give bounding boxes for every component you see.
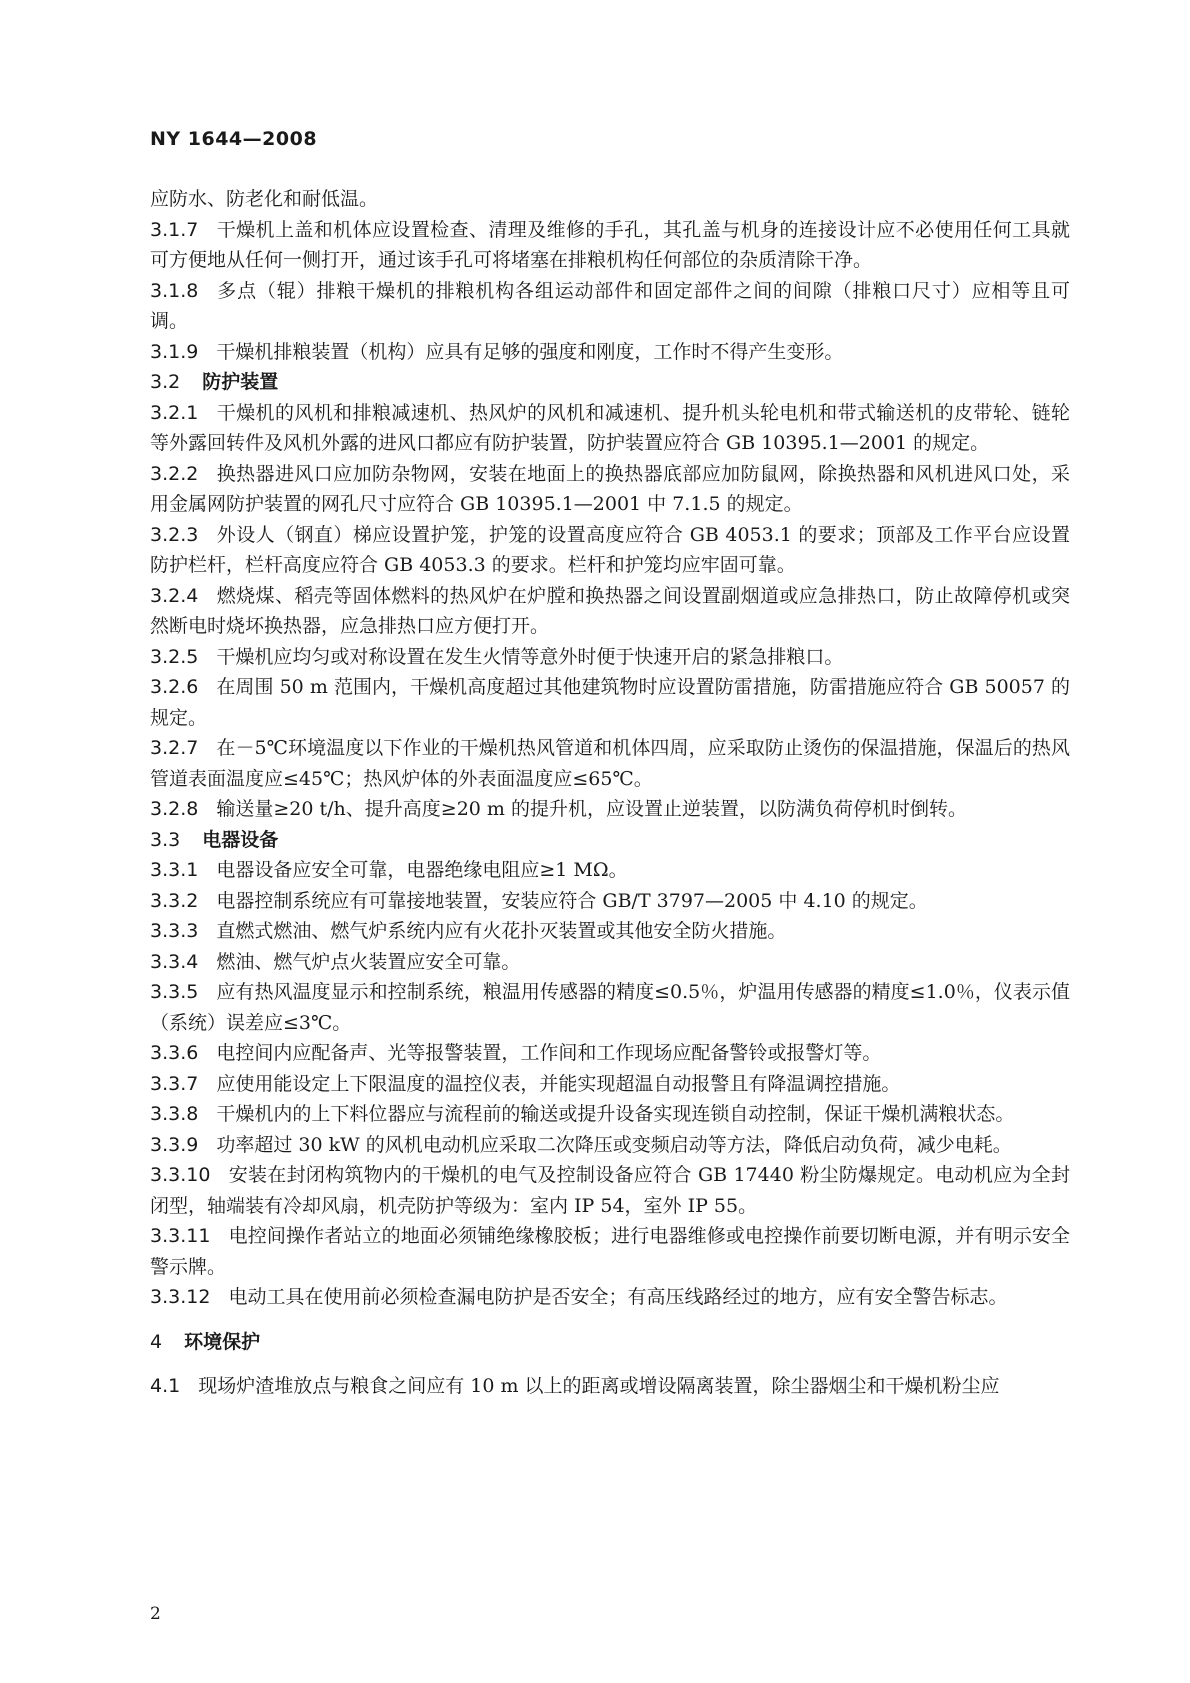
clause-number: 3.1.8 bbox=[150, 279, 199, 302]
clause-number: 3.3.6 bbox=[150, 1042, 199, 1064]
clause-text: 电器设备应安全可靠，电器绝缘电阻应≥1 MΩ。 bbox=[216, 859, 628, 881]
clause-3-3-4 bbox=[150, 947, 1070, 978]
continued-paragraph: 应防水、防老化和耐低温。 bbox=[150, 188, 379, 210]
clause-number: 3.3.2 bbox=[150, 889, 199, 912]
clause-number: 3.1.9 bbox=[150, 340, 199, 363]
clause-text: 在－5℃环境温度以下作业的干燥机热风管道和机体四周，应采取防止烫伤的保温措施，保温后的热风管道表面温度应≤45℃；热风炉体的外表面温度应≤65℃。 bbox=[150, 737, 1070, 790]
clause-3-3-2 bbox=[150, 886, 1070, 917]
clause-text: 多点（辊）排粮干燥机的排粮机构各组运动部件和固定部件之间的间隙（排粮口尺寸）应相等且可调。 bbox=[150, 279, 1070, 332]
clause-text: 现场炉渣堆放点与粮食之间应有 10 m 以上的距离或增设隔离装置，除尘器烟尘和干燥机粉尘应 bbox=[198, 1375, 1000, 1397]
clause-text: 燃油、燃气炉点火装置应安全可靠。 bbox=[216, 950, 521, 973]
clause-number: 3.3.4 bbox=[150, 950, 199, 973]
standard-number-header: NY 1644—2008 bbox=[150, 128, 318, 150]
clause-text: 燃烧煤、稻壳等固体燃料的热风炉在炉膛和换热器之间设置副烟道或应急排热口，防止故障停机或突然断电时烧坏换热器，应急排热口应方便打开。 bbox=[150, 584, 1070, 637]
spacer bbox=[150, 1357, 1070, 1371]
clause-text: 干燥机排粮装置（机构）应具有足够的强度和刚度，工作时不得产生变形。 bbox=[216, 340, 844, 363]
clause-3-3-8 bbox=[150, 1099, 1070, 1130]
clause-text: 在周围 50 m 范围内，干燥机高度超过其他建筑物时应设置防雷措施，防雷措施应符合 GB 50057 的规定。 bbox=[150, 676, 1070, 729]
clause-number: 3.3.5 bbox=[150, 981, 199, 1003]
clause-number: 3.3.7 bbox=[150, 1072, 199, 1095]
clause-3-3-3 bbox=[150, 916, 1070, 947]
clause-number: 3.2.4 bbox=[150, 584, 199, 607]
section-3-3-heading bbox=[150, 825, 1070, 856]
clause-number: 3.3.8 bbox=[150, 1103, 199, 1125]
clause-3-1-9 bbox=[150, 337, 1070, 368]
clause-text: 直燃式燃油、燃气炉系统内应有火花扑灭装置或其他安全防火措施。 bbox=[216, 920, 787, 942]
clause-number: 3.2.7 bbox=[150, 737, 199, 759]
clause-text: 电器控制系统应有可靠接地装置，安装应符合 GB/T 3797—2005 中 4.10 的规定。 bbox=[216, 889, 928, 912]
clause-number: 3.1.7 bbox=[150, 218, 199, 241]
section-3-2-heading bbox=[150, 367, 1070, 398]
clause-3-2-5 bbox=[150, 642, 1070, 673]
clause-text: 外设人（钢直）梯应设置护笼，护笼的设置高度应符合 GB 4053.1 的要求；顶部及工作平台应设置防护栏杆，栏杆高度应符合 GB 4053.3 的要求。栏杆和护笼均应牢固可靠。 bbox=[150, 523, 1070, 576]
clause-text: 干燥机上盖和机体应设置检查、清理及维修的手孔，其孔盖与机身的连接设计应不必使用任何工具就可方便地从任何一侧打开，通过该手孔可将堵塞在排粮机构任何部位的杂质清除干净。 bbox=[150, 218, 1070, 271]
document-body bbox=[150, 184, 1070, 1402]
clause-number: 4.1 bbox=[150, 1375, 181, 1397]
section-title: 防护装置 bbox=[202, 371, 279, 393]
clause-number: 3.2.3 bbox=[150, 523, 199, 546]
clause-number: 3.3.12 bbox=[150, 1286, 211, 1308]
clause-3-2-3 bbox=[150, 520, 1070, 581]
clause-text: 电控间内应配备声、光等报警装置，工作间和工作现场应配备警铃或报警灯等。 bbox=[216, 1042, 882, 1064]
clause-3-3-5 bbox=[150, 977, 1070, 1038]
clause-3-3-7 bbox=[150, 1069, 1070, 1100]
section-number: 3.2 bbox=[150, 371, 181, 393]
clause-3-3-11 bbox=[150, 1221, 1070, 1282]
clause-number: 3.3.9 bbox=[150, 1133, 199, 1156]
spacer bbox=[150, 1313, 1070, 1327]
clause-text: 功率超过 30 kW 的风机电动机应采取二次降压或变频启动等方法，降低启动负荷，减少电耗。 bbox=[216, 1133, 1012, 1156]
clause-text: 应使用能设定上下限温度的温控仪表，并能实现超温自动报警且有降温调控措施。 bbox=[216, 1072, 901, 1095]
clause-number: 3.3.11 bbox=[150, 1225, 211, 1247]
clause-text: 干燥机的风机和排粮减速机、热风炉的风机和减速机、提升机头轮电机和带式输送机的皮带轮、链轮等外露回转件及风机外露的进风口都应有防护装置，防护装置应符合 GB 10395.1—2001 的规定。 bbox=[150, 401, 1070, 454]
clause-3-3-9 bbox=[150, 1130, 1070, 1161]
clause-3-2-6 bbox=[150, 672, 1070, 733]
clause-3-2-2 bbox=[150, 459, 1070, 520]
clause-3-3-6 bbox=[150, 1038, 1070, 1069]
clause-text: 安装在封闭构筑物内的干燥机的电气及控制设备应符合 GB 17440 粉尘防爆规定。电动机应为全封闭型，轴端装有冷却风扇，机壳防护等级为：室内 IP 54，室外 IP 55。 bbox=[150, 1164, 1070, 1217]
clause-3-3-12 bbox=[150, 1282, 1070, 1313]
clause-number: 3.2.8 bbox=[150, 798, 199, 820]
section-title: 电器设备 bbox=[202, 828, 279, 851]
chapter-4-heading bbox=[150, 1327, 1070, 1358]
clause-3-2-1 bbox=[150, 398, 1070, 459]
clause-text: 干燥机内的上下料位器应与流程前的输送或提升设备实现连锁自动控制，保证干燥机满粮状态。 bbox=[216, 1103, 1015, 1125]
clause-3-1-7 bbox=[150, 215, 1070, 276]
clause-number: 3.2.5 bbox=[150, 645, 199, 668]
clause-number: 3.2.1 bbox=[150, 401, 199, 424]
clause-3-2-7 bbox=[150, 733, 1070, 794]
clause-3-1-8 bbox=[150, 276, 1070, 337]
clause-3-2-8 bbox=[150, 794, 1070, 825]
clause-text: 电控间操作者站立的地面必须铺绝缘橡胶板；进行电器维修或电控操作前要切断电源，并有明示安全警示牌。 bbox=[150, 1225, 1070, 1278]
section-title: 环境保护 bbox=[184, 1330, 261, 1353]
clause-number: 3.3.1 bbox=[150, 859, 199, 881]
clause-text: 应有热风温度显示和控制系统，粮温用传感器的精度≤0.5％，炉温用传感器的精度≤1.0％，仪表示值（系统）误差应≤3℃。 bbox=[150, 981, 1070, 1034]
section-number: 4 bbox=[150, 1330, 163, 1353]
clause-text: 输送量≥20 t/h、提升高度≥20 m 的提升机，应设置止逆装置，以防满负荷停机时倒转。 bbox=[216, 798, 967, 820]
clause-number: 3.2.2 bbox=[150, 462, 199, 485]
clause-number: 3.3.10 bbox=[150, 1164, 211, 1186]
clause-3-3-10 bbox=[150, 1160, 1070, 1221]
clause-text: 换热器进风口应加防杂物网，安装在地面上的换热器底部应加防鼠网，除换热器和风机进风口处，采用金属网防护装置的网孔尺寸应符合 GB 10395.1—2001 中 7.1.5 的规定。 bbox=[150, 462, 1070, 515]
clause-number: 3.2.6 bbox=[150, 676, 199, 698]
page-number: 2 bbox=[150, 1604, 161, 1624]
clause-3-3-1 bbox=[150, 855, 1070, 886]
clause-3-2-4 bbox=[150, 581, 1070, 642]
clause-text: 电动工具在使用前必须检查漏电防护是否安全；有高压线路经过的地方，应有安全警告标志。 bbox=[228, 1286, 1008, 1308]
clause-4-1 bbox=[150, 1371, 1070, 1402]
clause-text: 干燥机应均匀或对称设置在发生火情等意外时便于快速开启的紧急排粮口。 bbox=[216, 645, 844, 668]
clause-number: 3.3.3 bbox=[150, 920, 199, 942]
section-number: 3.3 bbox=[150, 828, 181, 851]
